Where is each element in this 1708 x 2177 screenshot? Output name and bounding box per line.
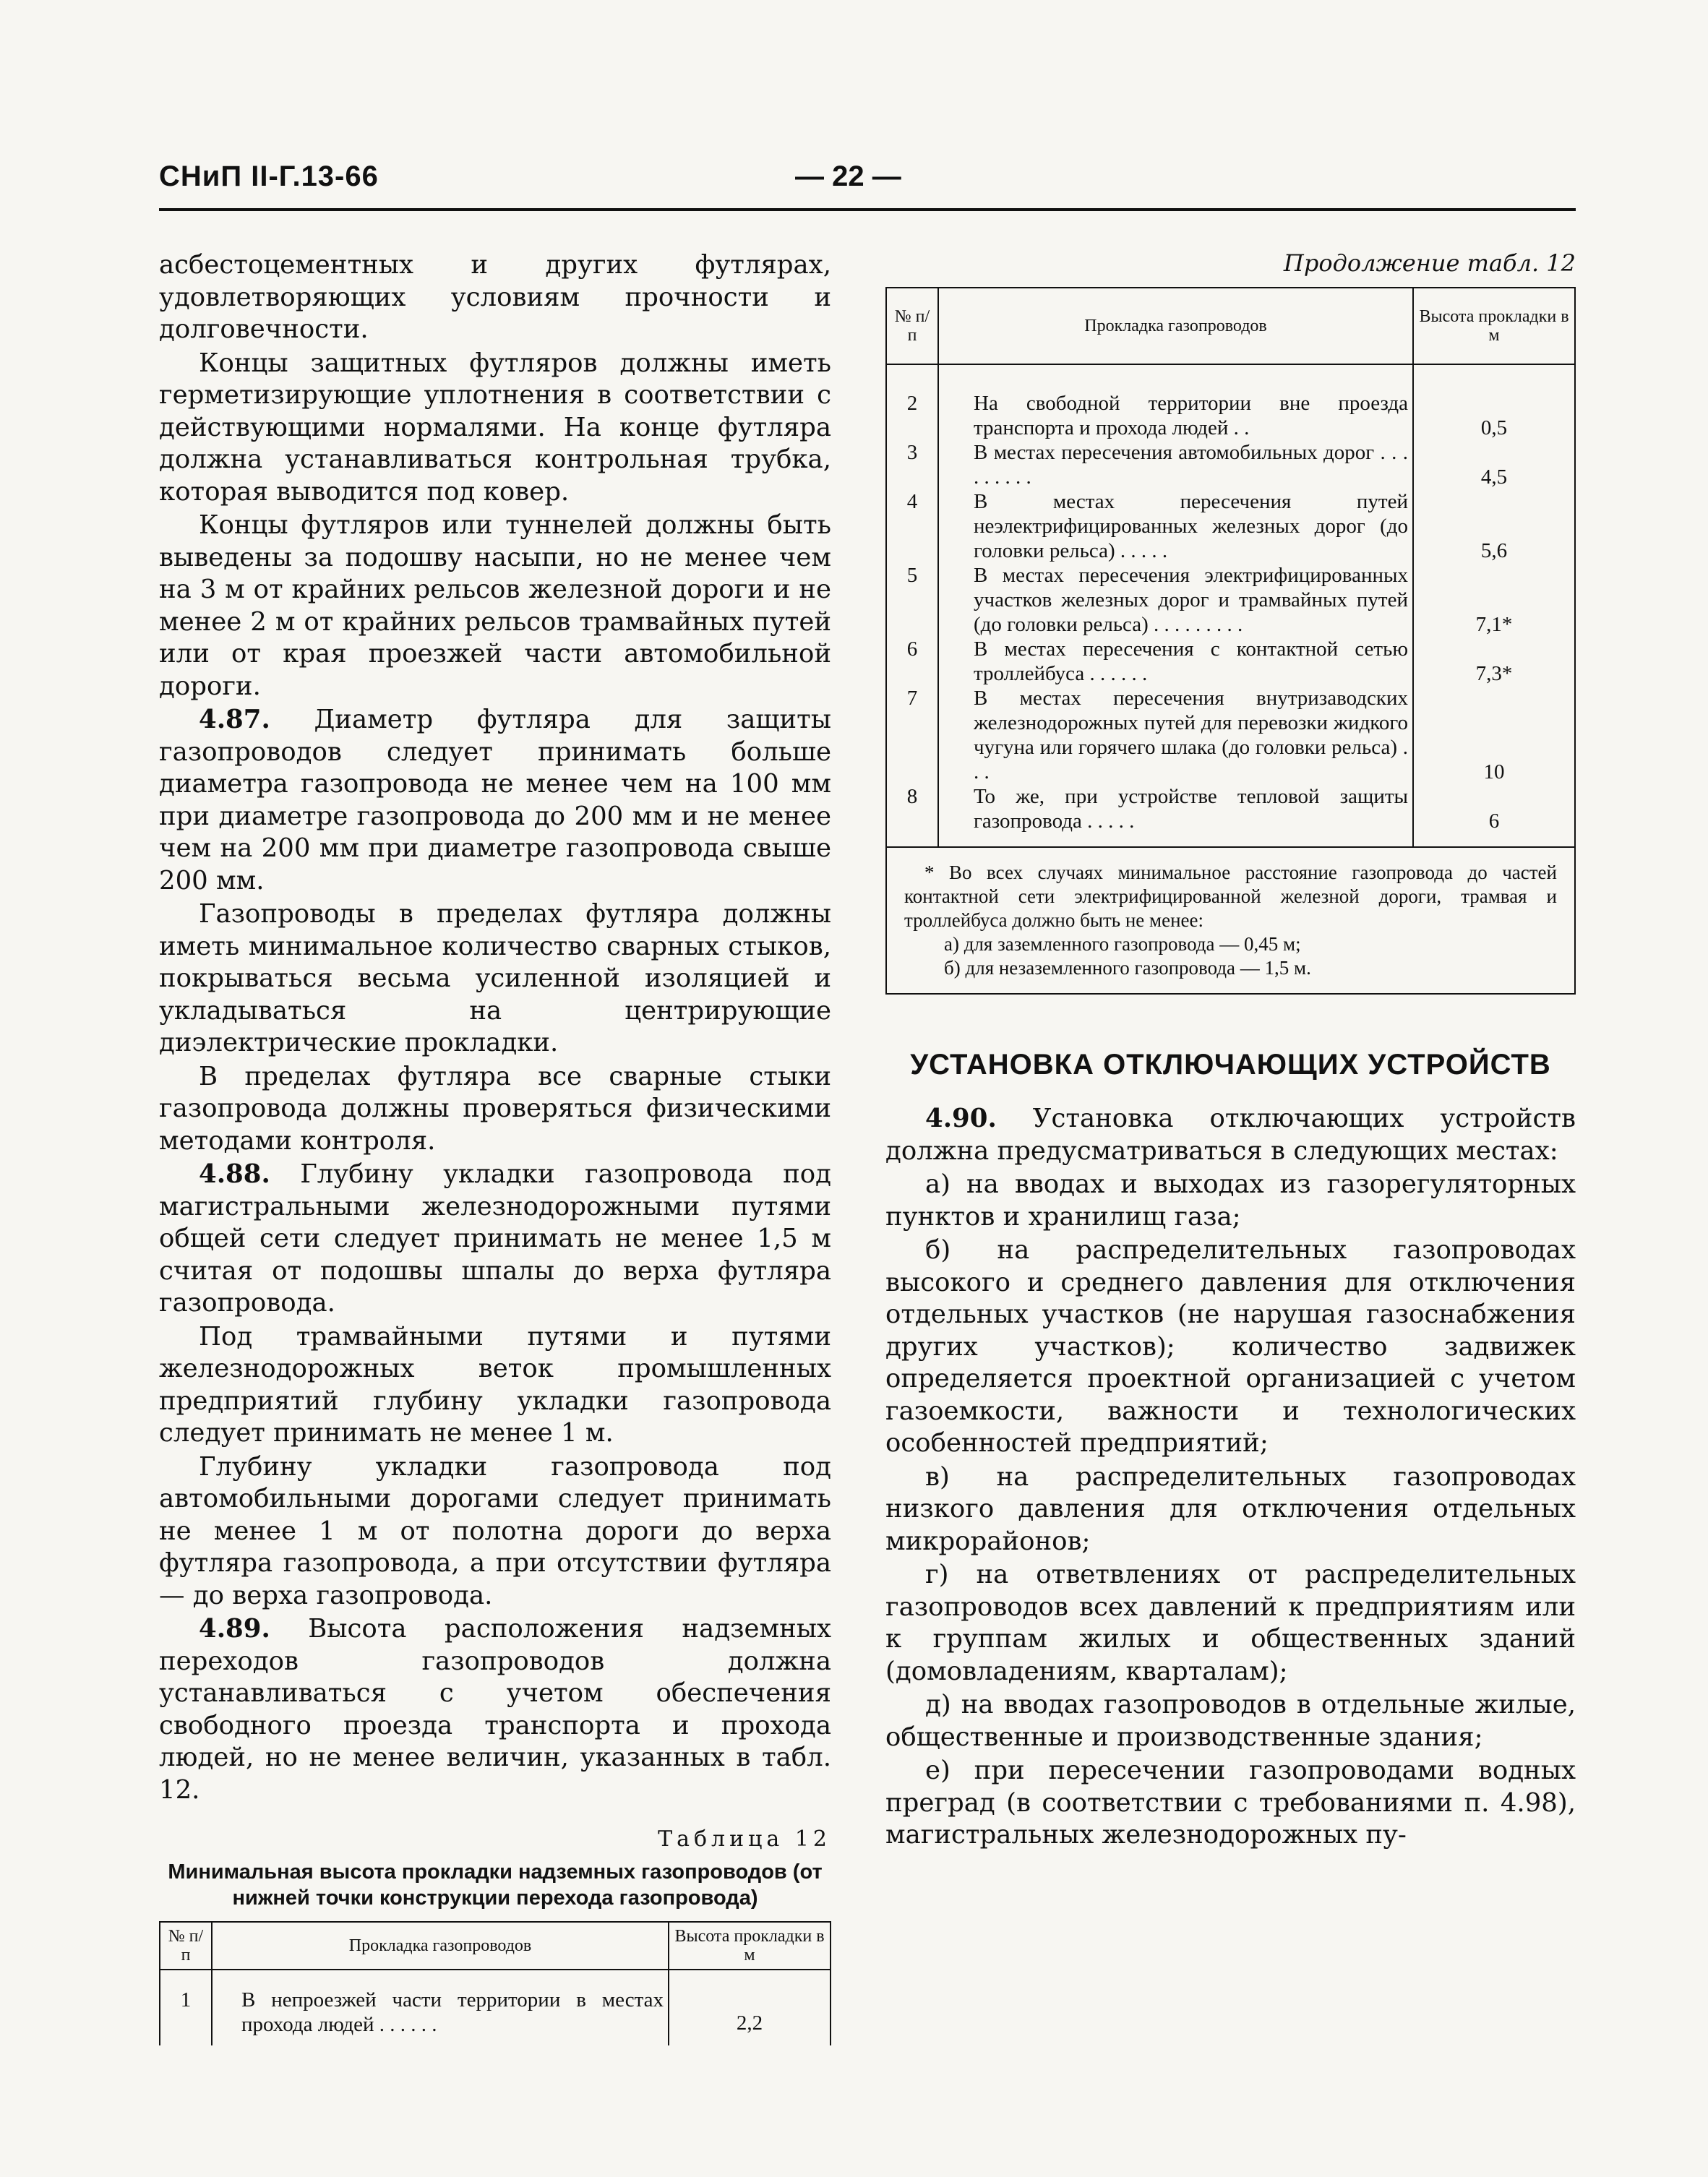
clause-number: 4.89. (199, 1614, 270, 1644)
paragraph: Концы футляров или туннелей должны быть выведены за подошву насыпи, но не менее чем на 3 м от крайних рельсов железной дороги и не менее 2 м от крайних рельсов трамвайных путей или от края проезжей части автомобильной дороги. (159, 510, 831, 701)
footnote-item-b: б) для незаземленного газопровода — 1,5 м. (944, 957, 1311, 979)
right-column (885, 249, 1576, 1852)
table-row (887, 440, 1574, 489)
column-header-description: Прокладка газопроводов (212, 1923, 669, 1970)
table-row (887, 686, 1574, 784)
column-header-number: № п/п (160, 1923, 212, 1970)
section-title: УСТАНОВКА ОТКЛЮЧАЮЩИХ УСТРОЙСТВ (910, 1049, 1551, 1081)
column-header-height: Высота прокладки в м (1413, 288, 1574, 364)
row-height: 7,3* (1413, 637, 1574, 686)
page-number: — 22 — (795, 160, 901, 192)
list-item-b: б) на распределительных газопроводах высокого и среднего давления для отключения отдельных участков (не нарушая газоснабжения других участков); количество задвижек определяется проектной организацией с учетом газоемкости, важности и технологических особенностей предприятий; (885, 1235, 1576, 1458)
row-text: В непроезжей части территории в местах прохода людей . . . . . . (241, 1988, 664, 2036)
column-header-height: Высота прокладки в м (669, 1923, 830, 1970)
paragraph: асбестоцементных и других футлярах, удовлетворяющих условиям прочности и долговечности. (159, 250, 831, 344)
row-height: 0,5 (1413, 364, 1574, 440)
table-title: Минимальная высота прокладки надземных газопроводов (от нижней точки конструкции перехода газопровода) (168, 1860, 823, 1910)
clause-4-88 (159, 1159, 831, 1320)
table-header-row (887, 288, 1574, 364)
clause-text: Диаметр футляра для защиты газопроводов следует принимать больше диаметра газопровода не менее чем на 100 мм при диаметре газопровода до 200 мм и не менее чем на 200 мм при диаметре газопровода свыше 200 мм. (159, 705, 831, 896)
table-footnote (885, 846, 1576, 995)
row-text: То же, при устройстве тепловой защиты газопровода . . . . . (974, 785, 1408, 833)
row-text: В местах пересечения с контактной сетью троллейбуса . . . . . . (974, 637, 1408, 685)
clause-4-87 (159, 704, 831, 897)
list-item-d: г) на ответвлениях от распределительных газопроводов всех давлений к предприятиям или к группам жилых и общественных зданий (домовладениям, кварталам); (885, 1560, 1576, 1686)
row-number: 3 (887, 440, 938, 489)
row-text: В местах пересечения путей неэлектрифицированных железных дорог (до головки рельса) . . . . . (974, 490, 1408, 562)
document-code: СНиП II-Г.13-66 (159, 160, 379, 192)
clause-text: Глубину укладки газопровода под магистральными железнодорожными путями общей сети следует принимать не менее 1,5 м считая от подошвы шпалы до верха футляра газопровода. (159, 1159, 831, 1318)
row-text: В местах пересечения автомобильных дорог . . . . . . . . . (974, 441, 1408, 489)
row-number: 1 (160, 1970, 212, 2045)
row-height: 4,5 (1413, 440, 1574, 489)
clause-4-89 (159, 1613, 831, 1806)
column-header-number: № п/п (887, 288, 938, 364)
row-number: 6 (887, 637, 938, 686)
footnote-text: * Во всех случаях минимальное расстояние газопровода до частей контактной сети электрифицированной железной дороги, трамвая и троллейбуса должно быть не менее: (904, 862, 1557, 931)
table-row (887, 784, 1574, 846)
table-12-part-1 (159, 1921, 831, 2045)
paragraph: Концы защитных футляров должны иметь герметизирующие уплотнения в соответствии с действующими нормалями. На конце футляра должна устанавливаться контрольная трубка, которая выводится под ковер. (159, 348, 831, 507)
clause-number: 4.87. (199, 705, 270, 734)
row-height: 5,6 (1413, 489, 1574, 563)
table-row (887, 637, 1574, 686)
table-header-row (160, 1923, 830, 1970)
row-height: 2,2 (669, 1970, 830, 2045)
paragraph: Глубину укладки газопровода под автомобильными дорогами следует принимать не менее 1 м от полотна дороги до верха футляра газопровода, а при отсутствии футляра — до верха газопровода. (159, 1451, 831, 1610)
footnote-item-a: а) для заземленного газопровода — 0,45 м; (944, 933, 1301, 955)
clause-number: 4.90. (925, 1104, 997, 1133)
table-label: Таблица 12 (658, 1826, 831, 1852)
row-number: 8 (887, 784, 938, 846)
table-12-part-2 (885, 287, 1576, 846)
left-column (159, 249, 831, 2045)
clause-text: Установка отключающих устройств должна предусматриваться в следующих местах: (885, 1104, 1576, 1166)
row-text: В местах пересечения электрифицированных участков железных дорог и трамвайных путей (до головки рельса) . . . . . . . . . (974, 564, 1408, 636)
row-number: 2 (887, 364, 938, 440)
row-text: На свободной территории вне проезда транспорта и прохода людей . . (974, 392, 1408, 439)
paragraph: Под трамвайными путями и путями железнодорожных веток промышленных предприятий глубину укладки газопровода следует принимать не менее 1 м. (159, 1321, 831, 1448)
column-header-description: Прокладка газопроводов (938, 288, 1413, 364)
list-item-c: в) на распределительных газопроводах низкого давления для отключения отдельных микрорайонов; (885, 1461, 1576, 1556)
table (160, 1923, 830, 2045)
row-number: 5 (887, 563, 938, 637)
row-text: В местах пересечения внутризаводских железнодорожных путей для перевозки жидкого чугуна или горячего шлака (до головки рельса) . . . (974, 687, 1408, 783)
clause-4-90 (885, 1103, 1576, 1167)
table-row (887, 563, 1574, 637)
row-number: 4 (887, 489, 938, 563)
header-rule (159, 208, 1576, 211)
paragraph: Газопроводы в пределах футляра должны иметь минимальное количество сварных стыков, покрываться весьма усиленной изоляцией и укладываться на центрирующие диэлектрические прокладки. (159, 899, 831, 1057)
table-row (160, 1970, 830, 2045)
table-row (887, 364, 1574, 440)
list-item-e: д) на вводах газопроводов в отдельные жилые, общественные и производственные здания; (885, 1690, 1576, 1752)
table-row (887, 489, 1574, 563)
table (887, 288, 1574, 846)
row-height: 7,1* (1413, 563, 1574, 637)
list-item-f: е) при пересечении газопроводами водных преград (в соответствии с требованиями п. 4.98), магистральных железнодорожных пу- (885, 1756, 1576, 1850)
clause-number: 4.88. (199, 1159, 270, 1189)
paragraph: В пределах футляра все сварные стыки газопровода должны проверяться физическими методами контроля. (159, 1061, 831, 1156)
clause-text: Высота расположения надземных переходов газопроводов должна устанавливаться с учетом обеспечения свободного проезда транспорта и прохода людей, но не менее величин, указанных в табл. 12. (159, 1614, 831, 1805)
table-continuation-label: Продолжение табл. 12 (1283, 249, 1576, 277)
row-height: 10 (1413, 686, 1574, 784)
list-item-a: а) на вводах и выходах из газорегуляторных пунктов и хранилищ газа; (885, 1169, 1576, 1232)
row-height: 6 (1413, 784, 1574, 846)
row-number: 7 (887, 686, 938, 784)
